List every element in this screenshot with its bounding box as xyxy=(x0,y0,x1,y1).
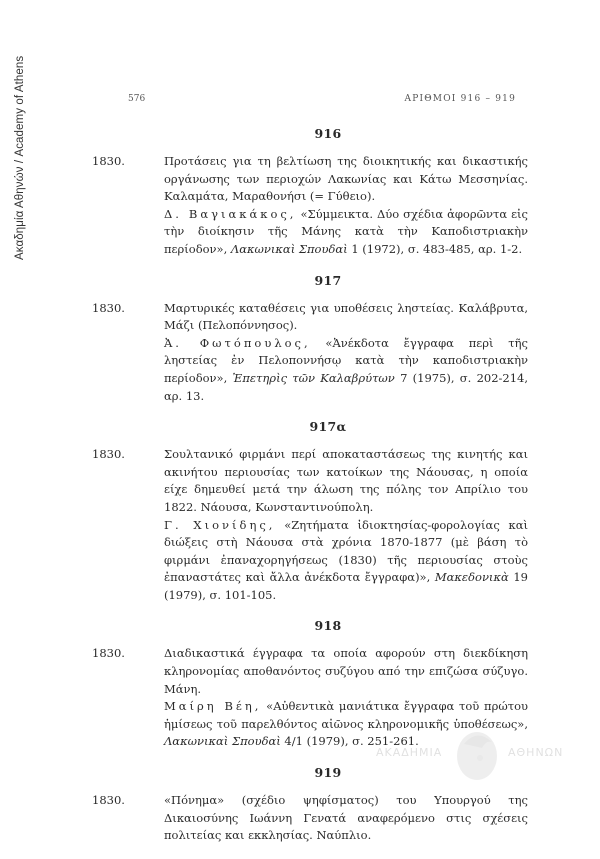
citation-title: «Αὐθεντικὰ μανιάτικα ἔγγραφα τοῦ πρώτου ἡμίσεως τοῦ παρελθόντος αἰῶνος κληρονομικῆς ὑποθέσεως», xyxy=(164,699,529,731)
section-number: 919 xyxy=(314,765,342,781)
entry-text: Προτάσεις για τη βελτίωση της διοικητικής και δικαστικής οργάνωσης των περιοχών Λακωνίας και Κάτω Μεσσηνίας. Καλαμάτα, Μαραθονήσι (= Γύθειο). xyxy=(164,154,528,204)
citation-author: Γ. Χιονίδης, xyxy=(164,517,276,532)
citation-journal: Λακωνικαὶ Σπουδαὶ xyxy=(164,734,281,749)
entry-citation xyxy=(128,335,528,405)
entry-text: Διαδικαστικά έγγραφα τα οποία αφορούν στη διεκδίκηση κληρονομίας αποθανόντος συζύγου από την επιζώσα σύζυγο. Μάνη. xyxy=(164,646,528,696)
citation-author: Μαίρη Βέη, xyxy=(164,699,262,714)
catalog-entry xyxy=(92,446,529,604)
catalog-entry xyxy=(92,300,529,406)
citation-details: 1 (1972), σ. 483-485, αρ. 1-2. xyxy=(351,241,523,256)
logo-text-right: ΑΘΗΝΩΝ xyxy=(508,746,564,759)
catalog-entry xyxy=(92,153,528,259)
entry-year: 1830. xyxy=(92,154,125,168)
running-head: ΑΡΙΘΜΟΙ 916 – 919 xyxy=(404,94,516,104)
entry-year: 1830. xyxy=(92,300,125,315)
entry-year: 1830. xyxy=(92,793,125,808)
entry-citation xyxy=(128,206,528,259)
citation-journal: Λακωνικαὶ Σπουδαὶ xyxy=(230,241,348,256)
entry-description xyxy=(92,645,528,698)
entry-text: Μαρτυρικές καταθέσεις για υποθέσεις ληστείας. Καλάβρυτα, Μάζι (Πελοπόννησος). xyxy=(164,300,528,333)
section-number: 917 xyxy=(314,272,342,288)
entry-description xyxy=(92,300,528,335)
section-number: 918 xyxy=(314,618,342,634)
citation-details: 4/1 (1979), σ. 251-261. xyxy=(284,734,419,749)
citation-title: «Ζητήματα ἰδιοκτησίας-φορολογίας καὶ διώξεις στὴ Νάουσα στὰ χρόνια 1870-1877 (μὲ βάση τὸ φιρμάνι ἐπαναχορηγήσεως (1830) τῆς περιουσίας στοὺς ἐπαναστάτες καὶ ἄλλα ἀνέκδοτα ἔγγραφα)», xyxy=(164,517,529,585)
entry-text: «Πόνημα» (σχέδιο ψηφίσματος) του Υπουργού της Δικαιοσύνης Ιωάννη Γενατά αναφερόμενο στις σχέσεις πολιτείας και εκκλησίας. Ναύπλιο. xyxy=(164,793,528,843)
citation-author: Δ. Βαγιακάκος, xyxy=(164,206,297,221)
entry-description xyxy=(92,446,528,516)
catalog-entry xyxy=(92,792,528,845)
entry-year: 1830. xyxy=(92,447,125,462)
page-number: 576 xyxy=(128,94,146,104)
entry-citation xyxy=(128,517,528,605)
citation-journal: Μακεδονικὰ xyxy=(434,570,509,585)
citation-title: «Ἀνέκδοτα ἔγγραφα περὶ τῆς ληστείας ἐν Πελοποννήσῳ κατὰ τὴν καποδιστριακὴν περίοδον», xyxy=(164,335,528,385)
section-number: 916 xyxy=(314,126,342,141)
athena-head-icon xyxy=(452,724,502,784)
sidebar-watermark: Ακαδημία Αθηνών / Academy of Athens xyxy=(14,55,26,260)
entry-description xyxy=(92,153,528,206)
citation-journal: Ἐπετηρὶς τῶν Καλαβρύτων xyxy=(232,370,395,385)
entry-description xyxy=(92,792,528,845)
citation-author: Ἀ. Φωτόπουλος, xyxy=(164,335,311,350)
academy-logo xyxy=(376,724,566,784)
logo-text-left: ΑΚΑΔΗΜΙΑ xyxy=(376,746,443,759)
citation-title: «Σύμμεικτα. Δύο σχέδια ἀφορῶντα εἰς τὴν διοίκησιν τῆς Μάνης κατὰ τὴν Καποδιστριακὴν περίοδον», xyxy=(164,206,528,256)
citation-details: 7 (1975), σ. 202-214, αρ. 13. xyxy=(164,370,529,403)
entry-text: Σουλτανικό φιρμάνι περί αποκαταστάσεως της κινητής και ακινήτου περιουσίας των κατοίκων της Νάουσας, η οποία είχε δημευθεί μετά την άλωση της πόλης τον Απρίλιο του 1822. Νάουσα, Κωνσταντινούπολη. xyxy=(164,447,528,514)
section-number: 917α xyxy=(309,419,347,435)
entry-year: 1830. xyxy=(92,646,125,661)
citation-details: 19 (1979), σ. 101-105. xyxy=(164,570,528,602)
